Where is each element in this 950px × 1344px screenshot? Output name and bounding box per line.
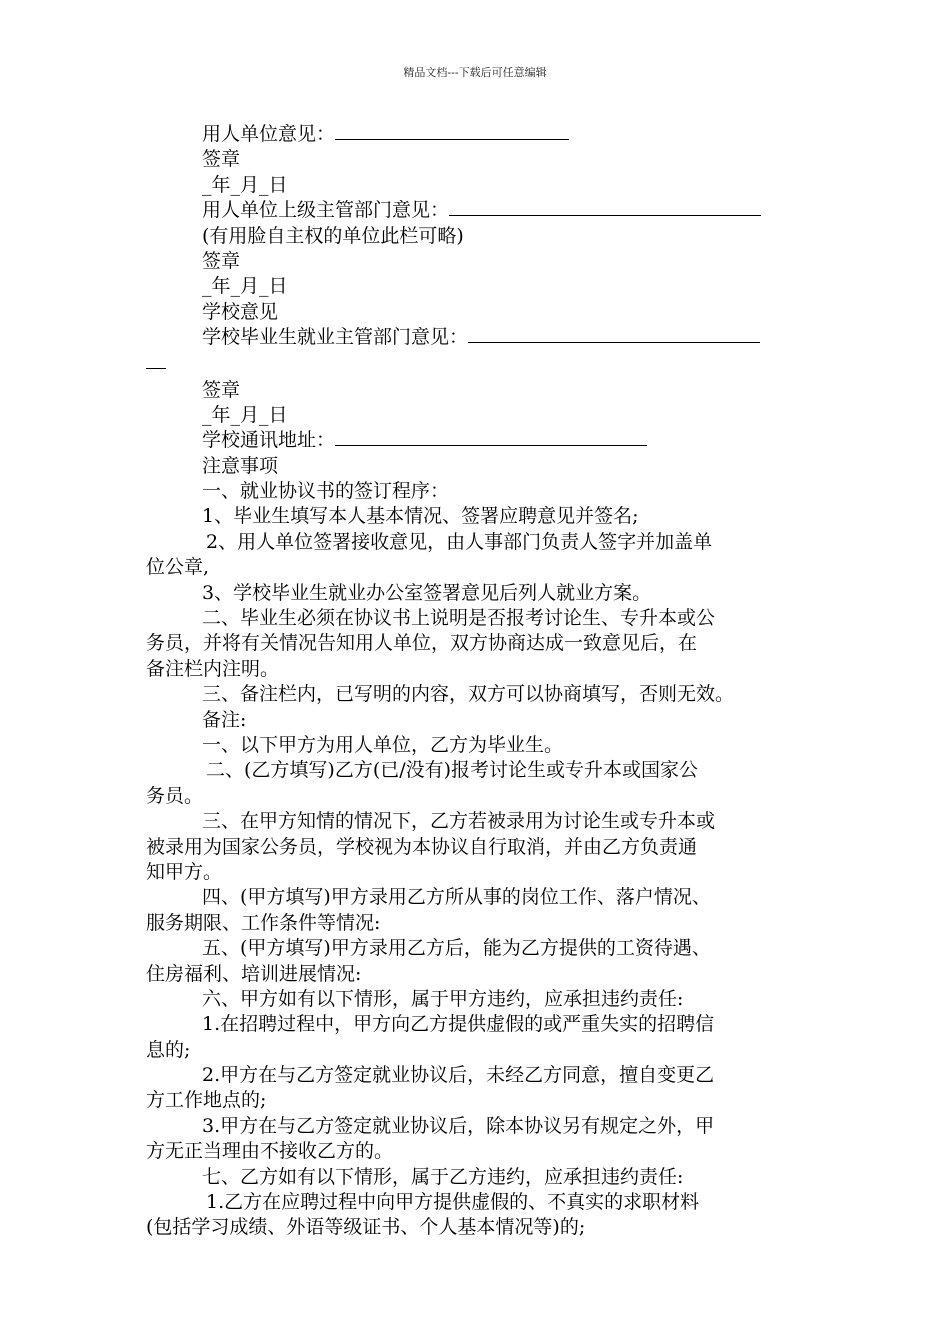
remarks-line-7: 七、乙方如有以下情形，属于乙方违约，应承担违约责任:	[202, 1165, 684, 1188]
remarks-line-4b: 服务期限、工作条件等情况:	[146, 911, 381, 934]
notes-line-3b: 位公章,	[146, 556, 210, 579]
remarks-line-5b: 住房福利、培训进展情况:	[146, 962, 362, 985]
date-3: _年_月_日	[202, 403, 288, 426]
date-1: _年_月_日	[202, 173, 288, 196]
school-dept-opinion-continuation	[146, 351, 810, 378]
employer-opinion-line	[146, 122, 810, 147]
employer-opinion-label: 用人单位意见：	[202, 123, 336, 145]
remarks-line-6-3a: 3.甲方在与乙方签定就业协议后，除本协议另有规定之外，甲	[202, 1114, 715, 1137]
notes-line-5a: 二、毕业生必须在协议书上说明是否报考讨论生、专升本或公	[202, 607, 716, 630]
school-dept-opinion-label: 学校毕业生就业主管部门意见：	[202, 326, 469, 349]
notes-line-5c: 备注栏内注明。	[146, 657, 280, 680]
remarks-line-7-1b: (包括学习成绩、外语等级证书、个人基本情况等)的;	[146, 1216, 586, 1239]
remarks-line-2b: 务员。	[146, 784, 204, 807]
remarks-line-6-1a: 1.在招聘过程中，甲方向乙方提供虚假的或严重失实的招聘信	[202, 1013, 715, 1036]
date-2: _年_月_日	[202, 275, 288, 298]
school-address-line	[146, 428, 810, 453]
notes-title: 注意事项	[202, 454, 279, 477]
school-dept-opinion-blank-wrap	[146, 351, 166, 369]
school-address-label: 学校通讯地址：	[202, 429, 336, 452]
notes-line-6: 三、备注栏内，已写明的内容，双方可以协商填写，否则无效。	[202, 683, 735, 706]
employer-opinion-blank	[335, 122, 569, 140]
remarks-line-7-1a: 1.乙方在应聘过程中向甲方提供虚假的、不真实的求职材料	[206, 1191, 700, 1214]
notes-line-5b: 务员，并将有关情况告知用人单位，双方协商达成一致意见后，在	[146, 632, 698, 655]
remarks-title: 备注:	[202, 708, 247, 731]
remarks-line-2a: 二、(乙方填写)乙方(已/没有)报考讨论生或专升本或国家公	[206, 759, 699, 782]
school-dept-opinion-blank	[468, 325, 760, 343]
superior-opinion-blank	[449, 198, 761, 216]
document-body	[146, 122, 810, 1241]
notes-line-3a: 2、用人单位签署接收意见，由人事部门负责人签字并加盖单	[206, 530, 713, 553]
school-address-blank	[335, 428, 647, 446]
remarks-line-3b: 被录用为国家公务员，学校视为本协议自行取消，并由乙方负责通	[146, 835, 698, 858]
seal-3: 签章	[202, 378, 241, 401]
remarks-line-6-2a: 2.甲方在与乙方签定就业协议后，未经乙方同意，擅自变更乙	[202, 1064, 715, 1087]
page-header: 精品文档---下载后可任意编辑	[403, 66, 547, 79]
notes-line-1: 一、就业协议书的签订程序：	[202, 480, 450, 503]
seal-2: 签章	[202, 249, 241, 272]
notes-line-4: 3、学校毕业生就业办公室签署意见后列人就业方案。	[202, 581, 652, 604]
superior-note: (有用脸自主权的单位此栏可略)	[202, 224, 464, 247]
remarks-line-3a: 三、在甲方知情的情况下，乙方若被录用为讨论生或专升本或	[202, 810, 716, 833]
notes-line-2: 1、毕业生填写本人基本情况、签署应聘意见并签名;	[202, 505, 639, 528]
remarks-line-3c: 知甲方。	[146, 860, 223, 883]
remarks-line-1: 一、以下甲方为用人单位，乙方为毕业生。	[202, 733, 564, 756]
seal-1: 签章	[202, 148, 241, 171]
remarks-line-6-1b: 息的;	[146, 1038, 191, 1061]
superior-opinion-line	[146, 198, 810, 223]
remarks-line-5a: 五、(甲方填写)甲方录用乙方后，能为乙方提供的工资待遇、	[202, 937, 711, 960]
remarks-line-4a: 四、(甲方填写)甲方录用乙方所从事的岗位工作、落户情况、	[202, 886, 711, 909]
school-dept-opinion-line	[146, 325, 810, 350]
school-opinion: 学校意见	[202, 300, 279, 323]
remarks-line-6-3b: 方无正当理由不接收乙方的。	[146, 1140, 394, 1163]
remarks-line-6-2b: 方工作地点的;	[146, 1089, 267, 1112]
remarks-line-6: 六、甲方如有以下情形，属于甲方违约，应承担违约责任:	[202, 987, 684, 1010]
superior-opinion-label: 用人单位上级主管部门意见：	[202, 199, 450, 222]
